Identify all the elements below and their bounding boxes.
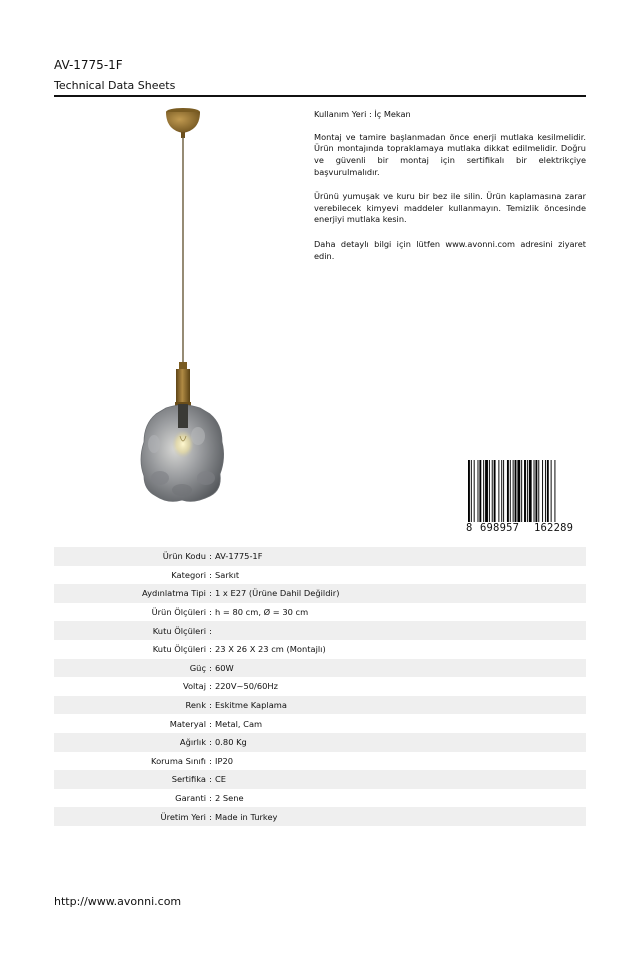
header-divider	[54, 95, 586, 97]
spec-row	[54, 584, 586, 603]
lamp-holder	[175, 362, 191, 406]
spec-separator: :	[209, 588, 212, 599]
spec-separator: :	[209, 662, 212, 673]
spec-separator: :	[209, 737, 212, 748]
spec-value: 220V~50/60Hz	[215, 681, 278, 692]
pendant-lamp-image	[130, 106, 240, 510]
spec-row	[54, 659, 586, 678]
cleaning-paragraph: Ürünü yumuşak ve kuru bir bez ile silin. Ürün kaplamasına zarar verebilecek kimyevi maddeler kullanmayın. Temizlik öncesinde enerjiyi mutlaka kesin.	[314, 191, 586, 225]
barcode-digit-prefix: 8	[466, 522, 473, 534]
spec-separator: :	[209, 700, 212, 711]
spec-label: Güç	[189, 662, 206, 673]
spec-label: Aydınlatma Tipi	[142, 588, 206, 599]
spec-label: Voltaj	[182, 681, 206, 692]
spec-row	[54, 770, 586, 789]
sheet-title: Technical Data Sheets	[54, 79, 176, 92]
spec-label: Materyal	[169, 718, 206, 729]
spec-separator: :	[209, 793, 212, 804]
spec-separator: :	[209, 625, 212, 636]
spec-row	[54, 714, 586, 733]
more-info-paragraph: Daha detaylı bilgi için lütfen www.avonni.com adresini ziyaret edin.	[314, 239, 586, 261]
spec-value: Eskitme Kaplama	[215, 700, 287, 711]
spec-label: Koruma Sınıfı	[151, 755, 206, 766]
spec-value: h = 80 cm, Ø = 30 cm	[215, 607, 309, 618]
barcode-digits-left: 698957	[480, 522, 520, 534]
spec-separator: :	[209, 774, 212, 785]
spec-row	[54, 789, 586, 808]
spec-value: 60W	[215, 662, 234, 673]
safety-paragraph: Montaj ve tamire başlanmadan önce enerji mutlaka kesilmelidir. Ürün montajında topraklamaya mutlaka dikkat edilmelidir. Doğru ve güvenli bir montaj için sertifikalı bir elektrikçiye başvurulmalıdır.	[314, 131, 586, 177]
spec-row	[54, 752, 586, 771]
spec-row	[54, 733, 586, 752]
spec-row	[54, 677, 586, 696]
spec-label: Kutu Ölçüleri	[152, 644, 206, 655]
spec-label: Üretim Yeri	[160, 811, 206, 822]
barcode-number	[466, 522, 586, 536]
spec-value: CE	[215, 774, 227, 785]
spec-label: Sertifika	[171, 774, 206, 785]
spec-separator: :	[209, 569, 212, 580]
product-code-header: AV-1775-1F	[54, 58, 123, 72]
spec-value: Sarkıt	[215, 569, 240, 580]
spec-row	[54, 547, 586, 566]
spec-separator: :	[209, 551, 212, 562]
spec-label: Renk	[185, 700, 206, 711]
spec-table	[54, 547, 586, 826]
barcode-digits-right: 162289	[534, 522, 574, 534]
spec-value: 23 X 26 X 23 cm (Montajlı)	[215, 644, 326, 655]
ceiling-canopy	[166, 108, 200, 138]
spec-value: Metal, Cam	[215, 718, 263, 729]
usage-location: Kullanım Yeri : İç Mekan	[314, 109, 411, 119]
spec-separator: :	[209, 718, 212, 729]
spec-label: Kutu Ölçüleri	[152, 625, 206, 636]
spec-label: Garanti	[175, 793, 206, 804]
spec-label: Ürün Ölçüleri	[151, 607, 206, 618]
spec-label: Ürün Kodu	[162, 551, 206, 562]
spec-row	[54, 807, 586, 826]
spec-row	[54, 621, 586, 640]
spec-row	[54, 696, 586, 715]
spec-row	[54, 640, 586, 659]
spec-separator: :	[209, 644, 212, 655]
spec-value: Made in Turkey	[215, 811, 278, 822]
spec-value: 2 Sene	[215, 793, 244, 804]
glass-shade	[141, 404, 224, 501]
footer-website-link[interactable]: http://www.avonni.com	[54, 895, 182, 908]
spec-value: 0.80 Kg	[215, 737, 247, 748]
spec-label: Ağırlık	[179, 737, 206, 748]
spec-separator: :	[209, 607, 212, 618]
spec-label: Kategori	[171, 569, 206, 580]
spec-separator: :	[209, 755, 212, 766]
spec-value: IP20	[215, 755, 234, 766]
spec-value: AV-1775-1F	[215, 551, 263, 562]
spec-separator: :	[209, 811, 212, 822]
spec-separator: :	[209, 681, 212, 692]
spec-value: 1 x E27 (Ürüne Dahil Değildir)	[215, 588, 340, 599]
spec-row	[54, 566, 586, 585]
usage-information	[314, 109, 586, 275]
spec-row	[54, 603, 586, 622]
